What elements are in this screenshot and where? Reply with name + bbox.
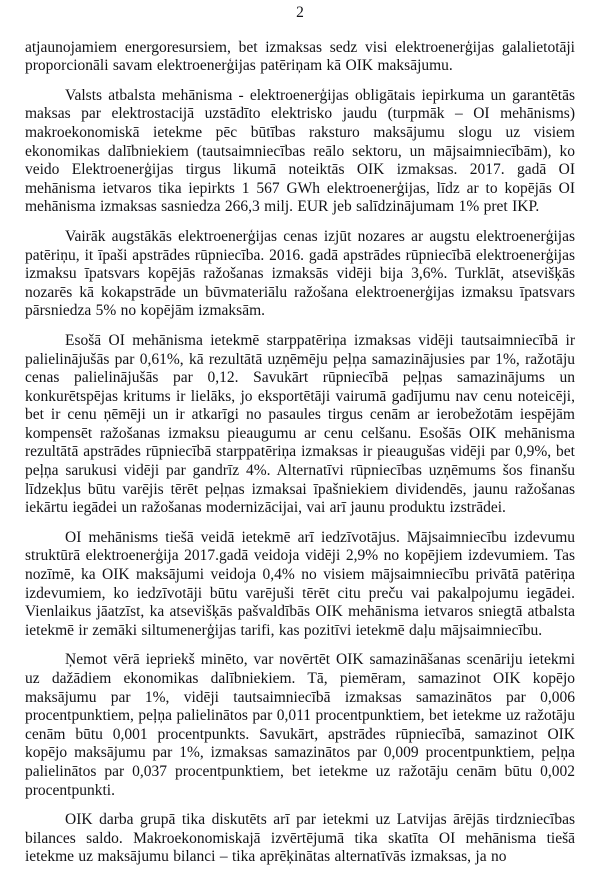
page-number: 2 <box>296 4 304 21</box>
paragraph-continuation: atjaunojamiem energoresursiem, bet izmaksas sedz visi elektroenerģijas galalietotāji proporcionāli savam elektroenerģijas patēriņam kā OIK maksājumu. <box>25 38 575 75</box>
paragraph: Esošā OI mehānisma ietekmē starppatēriņa izmaksas vidēji tautsaimniecībā ir palielinājušās par 0,61%, kā rezultātā uzņēmēju peļņa samazinājusies par 1%, ražotāju cenas palielinājušās par 0,12. Savukārt rūpniecībā peļņas samazinājums un konkurētspējas kritums ir lielāks, jo eksportētāji vairumā gadījumu nav cenu noteicēji, bet ir cenu ņēmēji un ir atkarīgi no pasaules tirgus cenām ar ierobežotām iespējām kompensēt ražošanas izmaksu pieaugumu ar cenu celšanu. Esošās OIK mehānisma rezultātā apstrādes rūpniecībā starppatēriņa izmaksas ir pieaugušas vidēji par 0,9%, bet peļņa sarukusi vidēji par gandrīz 4%. Alternatīvi rūpniecības uzņēmums šos finanšu līdzekļus būtu varējis tērēt peļņas izmaksai īpašniekiem dividendēs, jaunu ražošanas iekārtu iegādei un ražošanas modernizācijai, vai arī jaunu produktu izstrādei. <box>25 331 575 517</box>
paragraph: Vairāk augstākās elektroenerģijas cenas izjūt nozares ar augstu elektroenerģijas patēriņu, it īpaši apstrādes rūpniecība. 2016. gadā apstrādes rūpniecībā elektroenerģijas izmaksu īpatsvars kopējās ražošanas izmaksās vidēji bija 3,6%. Turklāt, atsevišķās nozarēs kā kokapstrāde un būvmateriālu ražošana elektroenerģijas izmaksu īpatsvars pārsniedza 5% no kopējām izmaksām. <box>25 227 575 320</box>
paragraph: OI mehānisms tiešā veidā ietekmē arī iedzīvotājus. Mājsaimniecību izdevumu struktūrā elektroenerģija 2017.gadā veidoja vidēji 2,9% no kopējiem izdevumiem. Tas nozīmē, ka OIK maksājumi veidoja 0,4% no visiem mājsaimniecību privātā patēriņa izdevumiem, ko iedzīvotāji būtu varējuši tērēt citu preču vai pakalpojumu iegādei. Vienlaikus jāatzīst, ka atsevišķās pašvaldībās OIK mehānisma ietvaros sniegtā atbalsta ietekmē ir zemāki siltumenerģijas tarifi, kas pozitīvi ietekmē daļu mājsaimniecību. <box>25 528 575 639</box>
paragraph: OIK darba grupā tika diskutēts arī par ietekmi uz Latvijas ārējās tirdzniecības bilances saldo. Makroekonomiskajā izvērtējumā tika skatīta OI mehānisma tiešā ietekme uz maksājumu bilanci – tika aprēķinātas alternatīvās izmaksas, ja no <box>25 811 575 866</box>
paragraph: Valsts atbalsta mehānisma - elektroenerģijas obligātais iepirkuma un garantētās maksas par elektrostacijā uzstādīto elektrisko jaudu (turpmāk – OI mehānisms) makroekonomiskā ietekme pēc būtības raksturo maksājumu slogu uz visiem ekonomikas dalībniekiem (tautsaimniecības reālo sektoru, un mājsaimniecībām), ko veido Elektroenerģijas tirgus likumā noteiktās OIK izmaksas. 2017. gadā OI mehānisma ietvaros tika iepirkts 1 567 GWh elektroenerģijas, līdz ar to kopējās OI mehānisma izmaksas sasniedza 266,3 milj. EUR jeb salīdzinājumam 1% pret IKP. <box>25 86 575 216</box>
document-body <box>25 39 575 867</box>
paragraph: Ņemot vērā iepriekš minēto, var novērtēt OIK samazināšanas scenāriju ietekmi uz dažādiem ekonomikas dalībniekiem. Tā, piemēram, samazinot OIK kopējo maksājumu par 1%, vidēji tautsaimniecībā izmaksas samazinātos par 0,006 procentpunktiem, peļņa palielinātos par 0,011 procentpunktiem, bet ietekme uz ražotāju cenām būtu 0,001 procentpunkts. Savukārt, apstrādes rūpniecībā, samazinot OIK kopējo maksājumu par 1%, izmaksas samazinātos par 0,009 procentpunktiem, peļņa palielinātos par 0,037 procentpunktiem, bet ietekme uz ražotāju cenām būtu 0,002 procentpunkti. <box>25 651 575 799</box>
